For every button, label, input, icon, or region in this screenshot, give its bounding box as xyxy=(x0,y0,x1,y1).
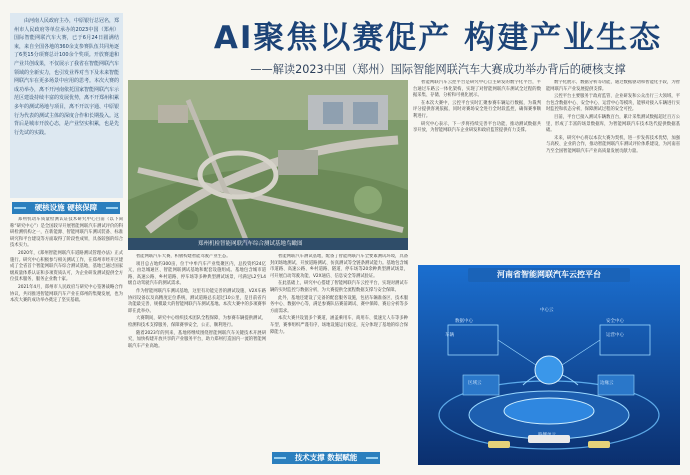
paragraph: 随着2023年的到来，基地将继续围绕智能网联汽车关键技术开展研究，加快构建开放共享的产业服务平台，助力郑州打造国内一流的智能网联汽车产业高地。 xyxy=(128,330,266,349)
lead-summary xyxy=(10,13,123,198)
paragraph: 2020年，《郑州智能网联汽车道路测试管理办法》正式施行。研究中心积极参与相关测试工作，在郑州市经开区建成了全省首个智能网联汽车综合测试基地，基地已通过国家级质量体系认证和多项资质认可，为企业研发测试提供全方位技术服务，服务企业数十家。 xyxy=(10,250,123,283)
section-heading-tech: 技术支撑 数据赋能 xyxy=(272,452,380,464)
photo-caption: 郑州机检智能网联汽车综合测试基地鸟瞰图 xyxy=(128,238,408,250)
paragraph: 目前，平台已接入测试车辆数百台，累计采集测试数据超过百万公里，形成了丰富的场景数据库，为智能网联汽车技术迭代提供数据基础。 xyxy=(546,114,680,134)
page-subtitle: ——解读2023中国（郑州）国际智能网联汽车大赛成功举办背后的硬核支撑 xyxy=(250,63,626,76)
paragraph: 郑州机动车质量检测认证技术研究中心目前（以下简称“研究中心”）是全国较早开展智能网联汽车测试评价的科研检测机构之一，在新能源、智能网联汽车测试装备、标准研究和平台建设等方面取得了阶段性成果，具备较强的综合技术实力。 xyxy=(10,217,123,249)
infographic-label: 数据中心 xyxy=(455,319,473,324)
paragraph: 智能网联汽车云控平台是研究中心自主研发的数字化平台，平台通过车路云一体化架构，实现了对智能网联汽车测试全过程的数据采集、存储、分析和可视化展示。 xyxy=(413,80,541,99)
paragraph: 在此基础上，研究中心搭建了智能网联汽车云控平台，实现对测试车辆的实时监控与数据分析，为大赛提供全流程数据支撑与安全保障。 xyxy=(270,281,408,293)
article-column-4 xyxy=(413,80,541,260)
paragraph: 项目总占地约300亩，位于中牟汽车产业集聚区内，总投资约24亿元，由急城通区、智能网联测试基地和配套设施组成。基地包含城市道路、高速公路、乡村道路、停车场等多种典型测试场景，可满足L2至L4级自动驾驶汽车的测试需求。 xyxy=(128,261,266,287)
lead-paragraph: 由河南人民政府主办，中原银行总冠名，郑州市人民政府等单位承办的2023中国（郑州）国际智能网联汽车大赛，已于6月24日圆满结束，来自全国各地的360余支参赛队伍共同角逐了6类15分项赛总计100余个奖项。开放赛道和产业共创成果，不仅展示了我省在智能网联汽车领域的全新实力，也引发业界对当下及未来智能网联汽车在更多场景中应用的思考。本次大赛的成功举办，离不开河南依托国家智能网联汽车示范区建设持续丰富的发展优势，离不开郑州积累多年的测试场地与项目，离不开以宇通、中原银行为代表的测试主体的深度合作和长期投入。这背后是城市开放心态，是产业坚实积累，也是先行先试的实践。 xyxy=(14,18,120,136)
headline-block xyxy=(198,8,678,76)
infographic-label: 区域云 xyxy=(468,381,482,386)
paragraph: 未来，研究中心将以本次大赛为契机，进一步发挥技术优势，加强与高校、企业的合作，推动智能网联汽车测试评价体系建设，为河南省乃至全国智能网联汽车产业高质量发展贡献力量。 xyxy=(546,135,680,154)
infographic-label: 中心云 xyxy=(540,308,554,313)
infographic-title: 河南省智能网联汽车云控平台 xyxy=(468,268,630,282)
paragraph: 数字化展示、数据分析等功能，通过数据驱动和智能化手段，为智能网联汽车产业发展提供支撑。 xyxy=(546,80,680,92)
infographic-label: 车辆 xyxy=(445,333,454,338)
article-column-5 xyxy=(546,80,680,260)
paragraph: 智能网联汽车大赛，积极构建智能驾驶产业生态。 xyxy=(136,254,231,259)
paragraph: 2021年4月，郑州市人民政府与研究中心签署战略合作协议，共同推进智能网联汽车产业在郑州的集聚发展，也为本次大赛的成功举办奠定了坚实基础。 xyxy=(10,284,123,304)
article-column-3 xyxy=(270,254,408,449)
infographic-label: 运营中心 xyxy=(606,333,624,338)
paragraph: 大赛期间，研究中心组织技术团队全程保障，为参赛车辆提供测试、检测和技术支撑服务，保障赛事安全、公正、顺利进行。 xyxy=(128,316,266,328)
paragraph: 作为智能网联汽车测试基地，这里有功能完善的测试设施、V2X车路协同设备以及高精度定位系统，测试道路总长超过10公里，是目前省内功能最完善、规模最大的智能网联汽车测试基地。本次大赛中的多项赛事即在此举办。 xyxy=(128,288,266,314)
infographic-label: 边缘云 xyxy=(600,381,614,386)
paragraph: 此外，基地还建设了完备的配套服务设施，包括车辆准备区、技术服务中心、数据中心等，满足参赛队伍赛前调试、赛中保障、赛后分析等多方面需求。 xyxy=(270,295,408,314)
paragraph: 云控平台主要服务于政府监管、企业研发和公众出行三大领域，平台包含数据中心、安全中心、运营中心等模块，能够对接入车辆进行实时监控和状态分析，保障测试过程的安全可控。 xyxy=(546,94,680,113)
paragraph: 本次大赛共设置多个赛道，涵盖乘用车、商用车、低速无人车等多种车型，赛事组织严谨有序，场地设施运行稳定，充分体现了基地的综合保障能力。 xyxy=(270,316,408,335)
infographic-label: 安全中心 xyxy=(606,319,624,324)
page-title: AI聚焦以赛促产 构建产业生态 xyxy=(213,20,663,56)
paragraph: 研究中心表示，下一步将持续完善平台功能，推动测试数据共享开放，为智能网联汽车企业研发和政府监管提供有力支撑。 xyxy=(413,121,541,134)
aerial-photo xyxy=(128,80,408,250)
paragraph: 在本次大赛中，云控平台实时汇聚参赛车辆运行数据，为裁判评分提供客观依据，同时对赛场安全进行全时段监控，确保赛事顺利进行。 xyxy=(413,100,541,119)
article-column-2 xyxy=(128,254,266,467)
infographic-label: 路侧单元 xyxy=(538,433,556,438)
paragraph: 智能网联汽车测试基地，配备了智能网联汽车全要素测试环境，具备封闭场地测试、开放道路测试、仿真测试等全链条测试能力。基地包含城市道路、高速公路、乡村道路、隧道、停车场等20余种典型测试场景，可开展自动驾驶功能、V2X通信、信息安全等测试验证。 xyxy=(270,254,408,279)
section-heading-facilities: 硬核设施 硬核保障 xyxy=(12,202,120,214)
article-column-1 xyxy=(10,217,123,467)
